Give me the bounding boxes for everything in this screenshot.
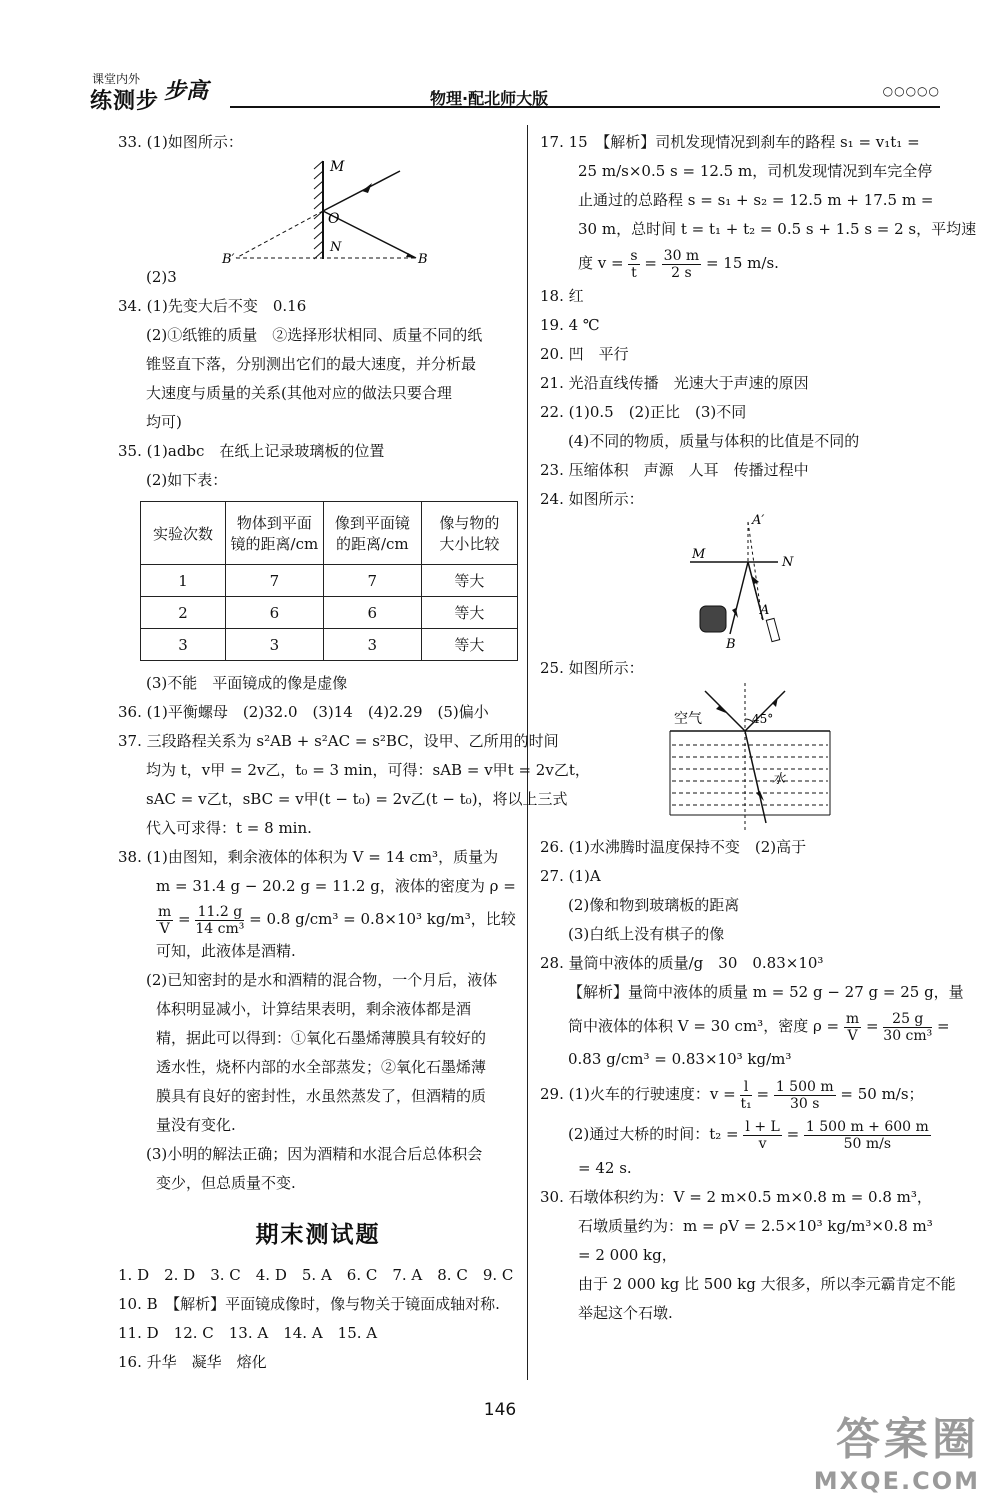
q27-part3: (3)白纸上没有棋子的像	[568, 925, 725, 943]
table-row	[141, 565, 518, 597]
q17-formula	[540, 244, 950, 282]
q18: 18. 红	[540, 287, 584, 305]
q37-line: 37. 三段路程关系为 s²AB + s²AC = s²BC，设甲、乙所用的时间	[118, 732, 559, 750]
q30-line: 石墩质量约为：m = ρV = 2.5×10³ kg/m³×0.8 m³	[578, 1217, 933, 1235]
q26: 26. (1)水沸腾时温度保持不变 (2)高于	[540, 838, 807, 856]
q27-part1: 27. (1)A	[540, 867, 601, 885]
header-rule	[230, 106, 940, 108]
q34-line: (2)①纸锥的质量 ②选择形状相同、质量不同的纸	[146, 326, 483, 344]
experiment-table	[140, 501, 518, 661]
fraction	[774, 1079, 836, 1112]
formula-rest: = 50 m/s；	[835, 1085, 924, 1103]
label-m: M	[330, 159, 345, 175]
denominator: 30 cm³	[883, 1027, 933, 1044]
header-title: 物理·配北师大版	[430, 89, 549, 108]
q22-part2: (4)不同的物质，质量与体积的比值是不同的	[568, 432, 860, 450]
header-text: 像与物的	[439, 514, 500, 532]
formula-prefix: (2)通过大桥的时间：t₂ =	[568, 1125, 744, 1143]
q28-formula	[540, 1007, 950, 1045]
q25: 25. 如图所示：	[540, 659, 644, 677]
q38-line: (2)已知密封的是水和酒精的混合物，一个月后，液体	[146, 971, 498, 989]
numerator: s	[630, 247, 638, 264]
fraction	[628, 248, 639, 281]
q34-line: 锥竖直下落，分别测出它们的最大速度，并分析最	[146, 355, 477, 373]
object-block	[700, 606, 726, 632]
table-cell: 6	[225, 597, 323, 629]
table-cell: 等大	[421, 629, 517, 661]
denominator: V	[159, 920, 170, 937]
fraction	[662, 248, 702, 281]
q34-line: 均可)	[146, 413, 182, 431]
logo-badge: 步高	[164, 79, 209, 104]
fraction	[883, 1011, 932, 1044]
table-cell: 3	[225, 629, 323, 661]
q29-result: = 42 s.	[578, 1159, 632, 1177]
header-text: 像到平面镜	[334, 514, 410, 532]
label-a: A	[760, 603, 770, 618]
table-header	[225, 502, 323, 565]
q24: 24. 如图所示：	[540, 490, 644, 508]
q23: 23. 压缩体积 声源 人耳 传播过程中	[540, 461, 809, 479]
fraction	[156, 904, 173, 937]
numerator: l + L	[745, 1118, 780, 1135]
header-text: 实验次数	[152, 524, 213, 543]
q17-line: 止通过的总路程 s = s₁ + s₂ = 12.5 m + 17.5 m =	[578, 191, 934, 209]
q21: 21. 光沿直线传播 光速大于声速的原因	[540, 374, 809, 392]
mirror-reflection-diagram	[118, 157, 518, 263]
label-b-prime: B′	[222, 252, 235, 263]
label-a-prime: A′	[752, 514, 765, 528]
table-cell: 1	[141, 565, 226, 597]
answer-10: 10. B 【解析】平面镜成像时，像与物关于镜面成轴对称.	[118, 1295, 500, 1313]
q30-line: 举起这个石墩.	[578, 1304, 673, 1322]
q33-part2: (2)3	[146, 268, 177, 286]
q20: 20. 凹 平行	[540, 345, 629, 363]
q35-part2: (2)如下表：	[146, 471, 228, 489]
q35-part3: (3)不能 平面镜成的像是虚像	[146, 674, 348, 692]
q22-part1: 22. (1)0.5 (2)正比 (3)不同	[540, 403, 747, 421]
numerator: 11.2 g	[195, 904, 244, 921]
q37-line: 均为 t，v甲 = 2v乙，t₀ = 3 min，可得：sAB = v甲t = 2v乙t，	[146, 761, 590, 779]
refraction-diagram	[540, 683, 950, 833]
q38-line: 透水性，烧杯内部的水全部蒸发；②氧化石墨烯薄	[156, 1058, 487, 1076]
table-cell: 等大	[421, 565, 517, 597]
page-header	[80, 70, 940, 114]
reflected-ray	[730, 562, 748, 634]
column-divider	[527, 125, 528, 1380]
denominator: t₁	[740, 1095, 752, 1112]
q38-line: 量没有变化.	[156, 1116, 236, 1134]
numerator: 1 500 m + 600 m	[805, 1118, 929, 1135]
fraction	[804, 1119, 931, 1152]
q33-part1: 33. (1)如图所示：	[118, 133, 243, 151]
answers-11-15: 11. D 12. C 13. A 14. A 15. A	[118, 1324, 378, 1342]
header-text: 的距离/cm	[335, 535, 409, 553]
formula-prefix: 29. (1)火车的行驶速度：v =	[540, 1085, 741, 1103]
label-n: N	[782, 555, 794, 570]
numerator: m	[158, 903, 172, 920]
label-air: 空气	[674, 711, 702, 727]
label-angle: 45°	[752, 712, 774, 726]
label-n: N	[330, 240, 342, 255]
header-dots: ○○○○○	[882, 84, 940, 98]
q38-line: m = 31.4 g − 20.2 g = 11.2 g，液体的密度为 ρ =	[156, 877, 516, 895]
formula-prefix: 度 v =	[578, 254, 629, 272]
table-cell: 6	[323, 597, 421, 629]
watermark	[814, 1403, 980, 1495]
q27-part2: (2)像和物到玻璃板的距离	[568, 896, 740, 914]
page-number: 146	[483, 1400, 517, 1420]
formula-rest: = 0.8 g/cm³ = 0.8×10³ kg/m³，比较	[244, 910, 516, 928]
q34-line: 大速度与质量的关系(其他对应的做法只要合理	[146, 384, 452, 402]
q38-line: 精，据此可以得到：①氧化石墨烯薄膜具有较好的	[156, 1029, 487, 1047]
denominator: 14 cm³	[195, 920, 245, 937]
table-cell: 等大	[421, 597, 517, 629]
header-text: 镜的距离/cm	[230, 535, 319, 553]
table-row	[141, 597, 518, 629]
q17-line: 17. 15 【解析】司机发现情况到刹车的路程 s₁ = v₁t₁ =	[540, 133, 920, 151]
q38-line: 膜具有良好的密封性，水虽然蒸发了，但酒精的质	[156, 1087, 487, 1105]
mirror-hatching	[314, 161, 323, 259]
logo-subtitle: 课堂内外	[92, 72, 141, 86]
periscope-reflection-diagram	[540, 514, 950, 654]
reflected-arrow	[772, 697, 778, 707]
right-column	[540, 128, 977, 1328]
q29-part2	[540, 1114, 950, 1154]
q38-line: 可知，此液体是酒精.	[156, 942, 296, 960]
watermark-url: MXQE.COM	[813, 1467, 980, 1495]
denominator: 50 m/s	[843, 1135, 892, 1152]
table-row	[141, 629, 518, 661]
q34-part1: 34. (1)先变大后不变 0.16	[118, 297, 307, 315]
equals: =	[781, 1125, 804, 1143]
formula-rest: = 15 m/s.	[701, 254, 779, 272]
q30-line: 由于 2 000 kg 比 500 kg 大很多，所以李元霸肯定不能	[578, 1275, 956, 1293]
q19: 19. 4 ℃	[540, 316, 600, 334]
denominator: v	[758, 1135, 767, 1152]
q38-line: (3)小明的解法正确；因为酒精和水混合后总体积会	[146, 1145, 483, 1163]
q17-line: 25 m/s×0.5 s = 12.5 m，司机发现情况到车完全停	[578, 162, 933, 180]
label-m: M	[692, 547, 706, 562]
fraction	[740, 1079, 751, 1112]
table-cell: 3	[323, 629, 421, 661]
q29-part1	[540, 1074, 950, 1114]
q38-formula	[118, 901, 518, 937]
q28-result: 0.83 g/cm³ = 0.83×10³ kg/m³	[568, 1050, 792, 1068]
header-text: 物体到平面	[236, 514, 312, 532]
label-water: 水	[772, 772, 786, 787]
q24-figure	[540, 514, 950, 654]
formula-rest: =	[932, 1017, 950, 1035]
answers-1-9: 1. D 2. D 3. C 4. D 5. A 6. C 7. A 8. C 9. C	[118, 1266, 514, 1284]
label-b: B	[726, 637, 736, 652]
numerator: 1 500 m	[775, 1078, 834, 1095]
table-cell: 7	[225, 565, 323, 597]
equals: =	[639, 254, 662, 272]
q25-figure	[540, 683, 950, 833]
header-text: 大小比较	[439, 535, 500, 553]
q33-figure	[118, 157, 518, 263]
watermark-logo: 答案圈	[836, 1414, 980, 1465]
logo-title: 练测步	[90, 89, 160, 114]
table-header	[323, 502, 421, 565]
denominator: t	[631, 264, 637, 281]
denominator: V	[847, 1027, 858, 1044]
q37-line: 代入可求得：t = 8 min.	[146, 819, 312, 837]
virtual-ray	[236, 211, 323, 258]
q28: 28. 量筒中液体的质量/g 30 0.83×10³	[540, 954, 824, 972]
answer-16: 16. 升华 凝华 熔化	[118, 1353, 267, 1371]
numerator: m	[845, 1010, 860, 1027]
refracted-ray	[745, 731, 766, 823]
fraction	[195, 904, 244, 937]
table-header-row	[141, 502, 518, 565]
table-cell: 2	[141, 597, 226, 629]
label-b: B	[418, 252, 428, 263]
numerator: 25 g	[883, 1011, 932, 1028]
q35-part1: 35. (1)adbc 在纸上记录玻璃板的位置	[118, 442, 385, 460]
section-title: 期末测试题	[255, 1222, 381, 1248]
equals: =	[751, 1085, 774, 1103]
q17-line: 30 m，总时间 t = t₁ + t₂ = 0.5 s + 1.5 s = 2 s，平均速	[578, 220, 977, 238]
q38-line: 变少，但总质量不变.	[156, 1174, 296, 1192]
numerator: 30 m	[663, 247, 700, 264]
table-header	[421, 502, 517, 565]
fraction	[844, 1011, 861, 1044]
q36: 36. (1)平衡螺母 (2)32.0 (3)14 (4)2.29 (5)偏小	[118, 703, 489, 721]
equals: =	[861, 1017, 884, 1035]
q28-analysis: 【解析】量筒中液体的质量 m = 52 g − 27 g = 25 g，量	[568, 983, 964, 1001]
equals: =	[173, 910, 196, 928]
formula-prefix: 筒中液体的体积 V = 30 cm³，密度 ρ =	[568, 1017, 844, 1035]
denominator: 2 s	[671, 264, 692, 281]
object-card	[766, 618, 779, 641]
table-cell: 7	[323, 565, 421, 597]
fraction	[743, 1119, 781, 1152]
q30-line: 30. 石墩体积约为：V = 2 m×0.5 m×0.8 m = 0.8 m³，	[540, 1188, 932, 1206]
incident-ray	[323, 171, 400, 211]
q38-line: 38. (1)由图知，剩余液体的体积为 V = 14 cm³，质量为	[118, 848, 499, 866]
q30-line: = 2 000 kg，	[578, 1246, 677, 1264]
q37-line: sAC = v乙t，sBC = v甲(t − t₀) = 2v乙(t − t₀)，将以上三式	[146, 790, 568, 808]
incident-ray	[705, 691, 745, 731]
incident-arrow	[362, 183, 372, 193]
label-o: O	[328, 211, 340, 227]
denominator: 30 s	[789, 1095, 820, 1112]
numerator: l	[740, 1079, 751, 1096]
q38-line: 体积明显减小，计算结果表明，剩余液体都是酒	[156, 1000, 472, 1018]
table-header	[141, 502, 226, 565]
table-cell: 3	[141, 629, 226, 661]
